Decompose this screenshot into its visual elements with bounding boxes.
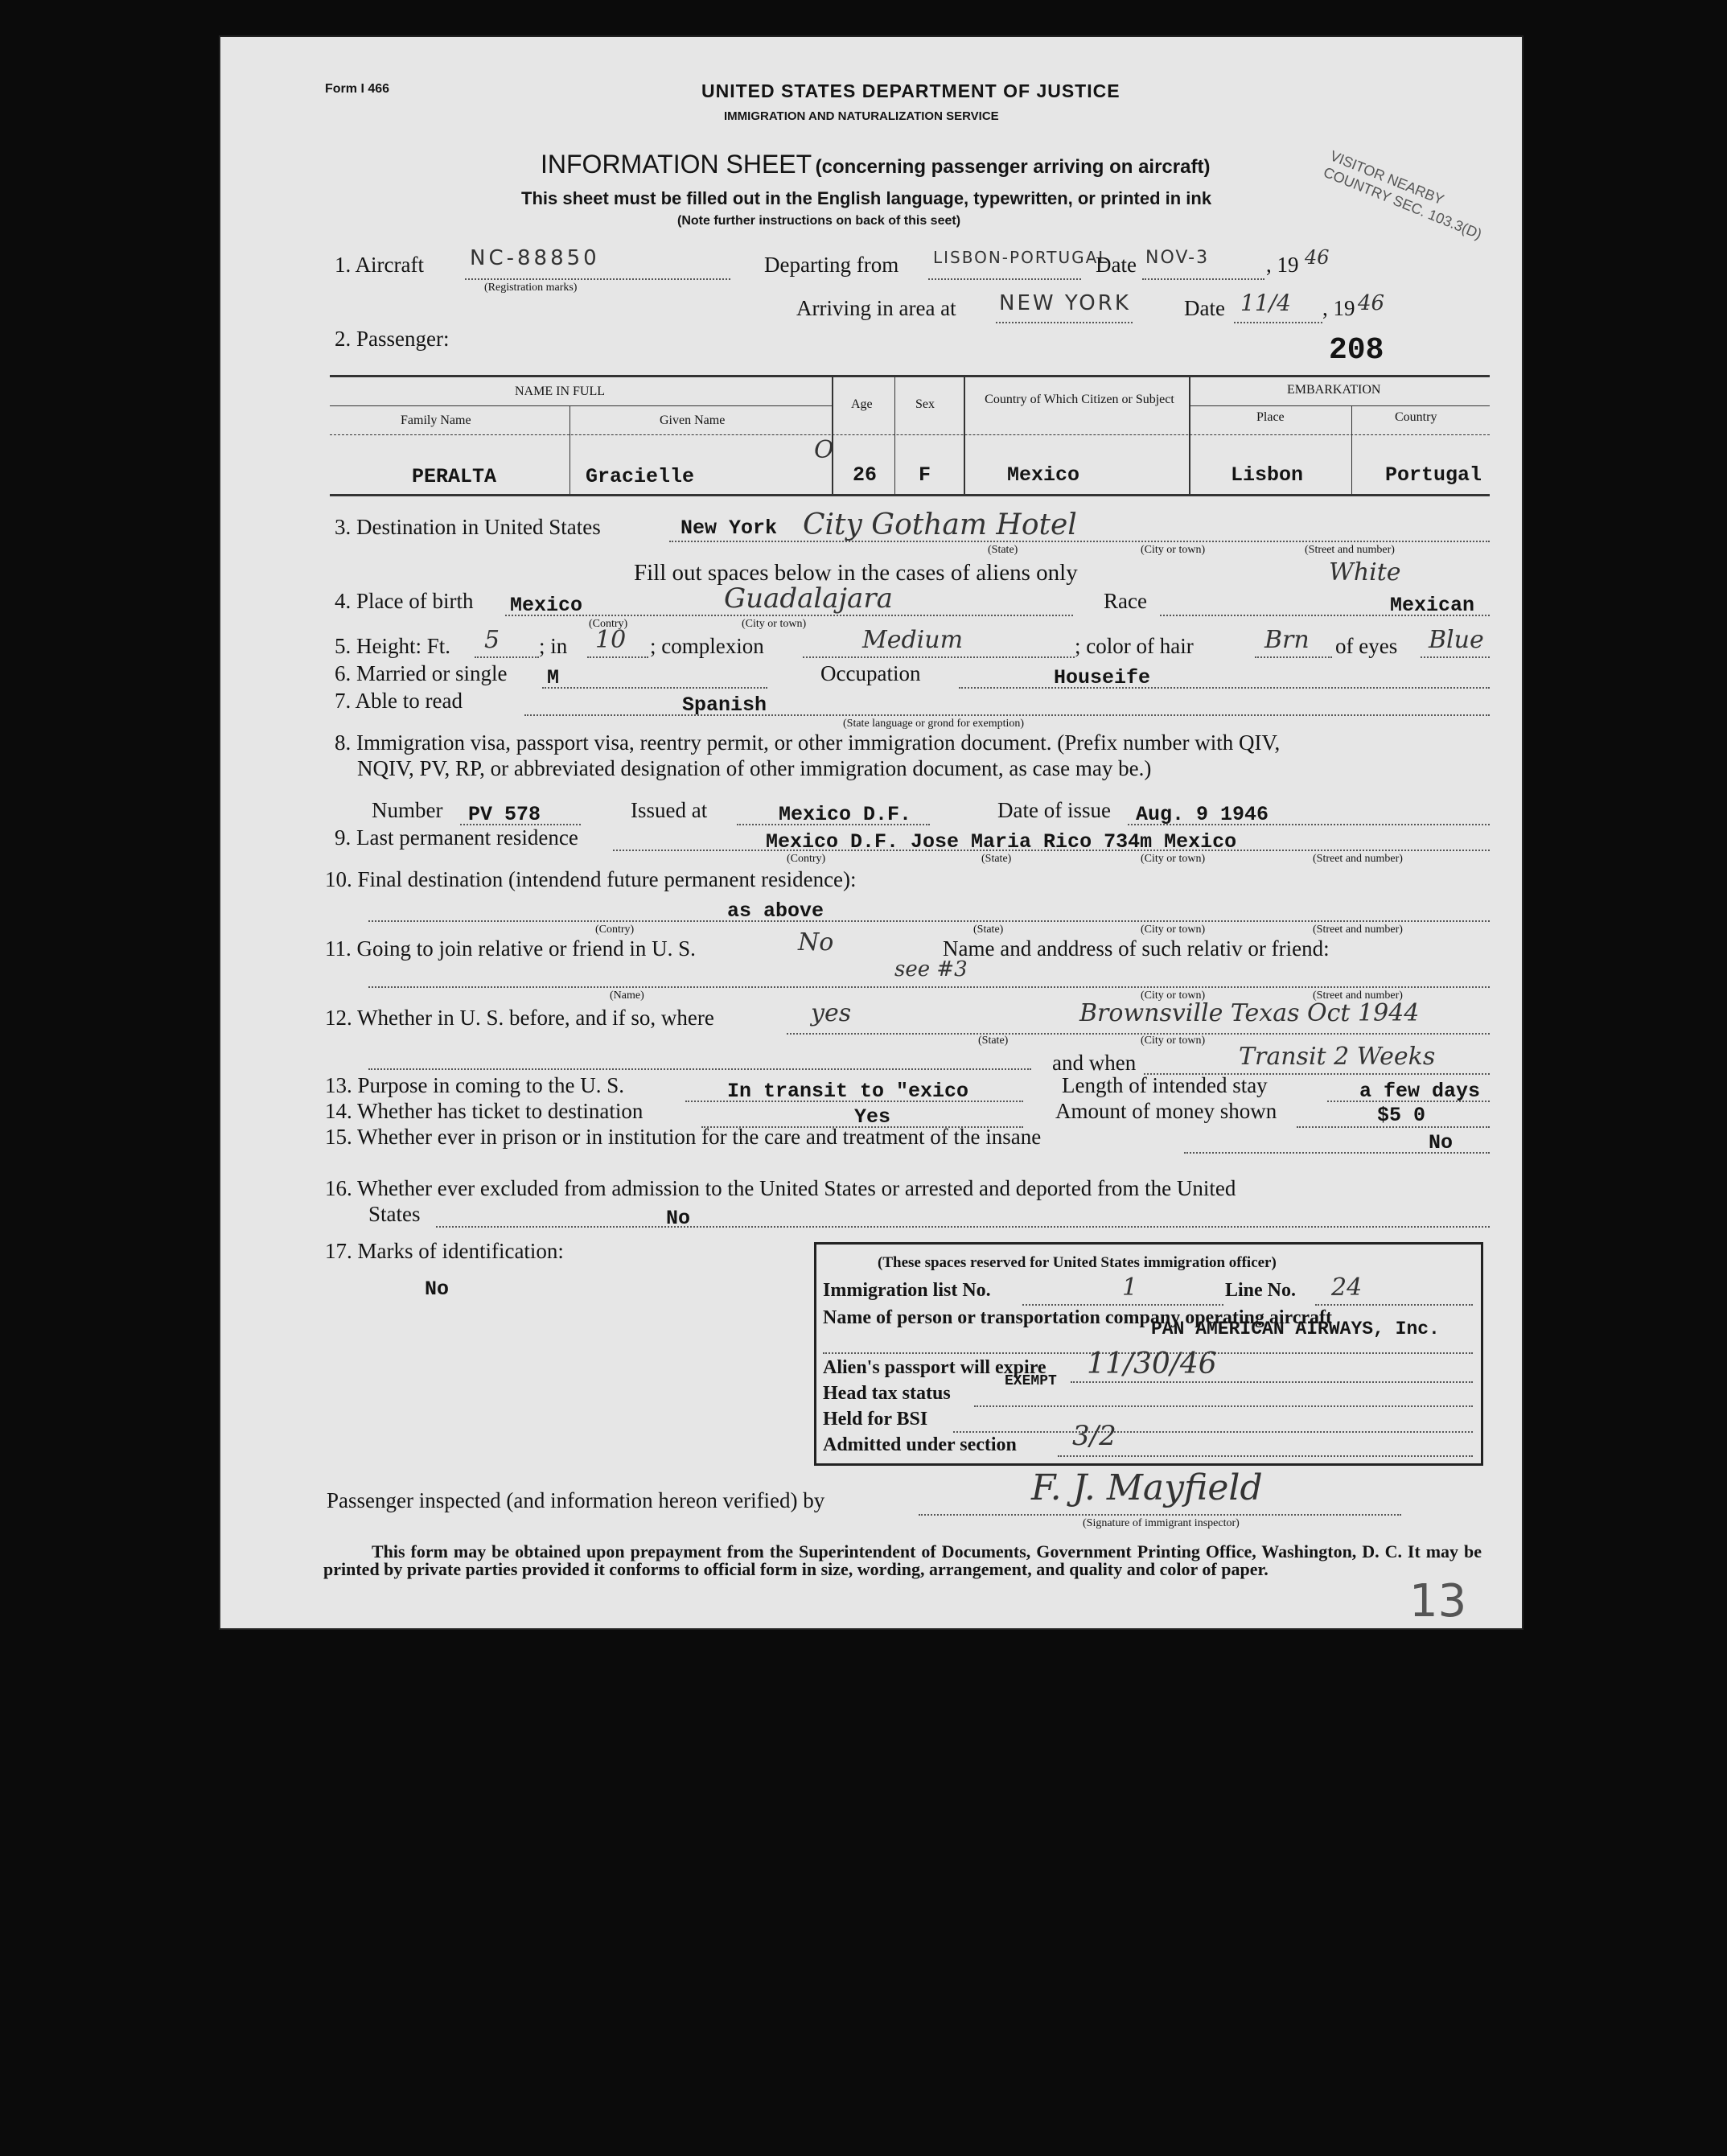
visa-text-2: NQIV, PV, RP, or abbreviated designation of other immigration document, as case may be.) — [357, 756, 1152, 780]
race-typed: Mexican — [1390, 594, 1475, 617]
visa-issued-at: Mexico D.F. — [779, 803, 912, 826]
prison-value: No — [1429, 1131, 1454, 1154]
height-in-label: ; in — [539, 634, 568, 658]
th-age: Age — [851, 397, 873, 411]
destination-label: 3. Destination in United States — [335, 515, 601, 539]
residence-sub-country: (Contry) — [787, 853, 826, 865]
th-name-in-full: NAME IN FULL — [515, 385, 605, 398]
occupation-label: Occupation — [820, 661, 921, 685]
marks-value: No — [425, 1278, 450, 1301]
before-hand: yes — [811, 999, 852, 1027]
final-destination-label: 10. Final destination (intendend future permanent residence): — [325, 867, 857, 891]
inspector-signature: F. J. Mayfield — [1031, 1467, 1263, 1508]
residence-value: Mexico D.F. Jose Maria Rico 734m Mexico — [766, 830, 1237, 854]
visa-date-label: Date of issue — [997, 798, 1111, 822]
stay-value: a few days — [1359, 1080, 1481, 1103]
visa-number: PV 578 — [468, 803, 541, 826]
height-label: 5. Height: Ft. — [335, 634, 451, 658]
residence-sub-state: (State) — [981, 853, 1012, 865]
page-number: 13 — [1409, 1575, 1467, 1627]
arriving-label: Arriving in area at — [796, 296, 956, 320]
arriving-date: 11/4 — [1240, 290, 1291, 316]
instructions: This sheet must be filled out in the English language, typewritten, or printed in ink — [521, 188, 1212, 208]
tax-value: EXEMPT — [1005, 1373, 1057, 1389]
cell-embark-country: Portugal — [1385, 463, 1482, 487]
ticket-value: Yes — [854, 1105, 891, 1129]
before-sub-city: (City or town) — [1141, 1035, 1206, 1047]
join-hand: No — [798, 928, 834, 957]
visa-number-label: Number — [372, 798, 443, 822]
when-label: and when — [1052, 1051, 1137, 1075]
section-value: 3/2 — [1072, 1420, 1116, 1452]
race-label: Race — [1104, 589, 1147, 613]
inspected-label: Passenger inspected (and information hereon verified) by — [327, 1488, 825, 1512]
before-where: Brownsville Texas Oct 1944 — [1079, 999, 1420, 1027]
eyes-value: Blue — [1429, 626, 1484, 654]
when-hand: Transit 2 Weeks — [1239, 1043, 1436, 1071]
visitor-stamp: VISITOR NEARBY COUNTRY SEC. 103.3(D) — [1321, 147, 1485, 243]
complexion-value: Medium — [862, 626, 964, 654]
final-destination-value: as above — [727, 899, 824, 923]
aircraft-label: 1. Aircraft — [335, 253, 424, 277]
th-given-name: Given Name — [660, 414, 726, 427]
destination-typed: New York — [681, 516, 778, 540]
visa-issued-label: Issued at — [631, 798, 708, 822]
join-sub-name: (Name) — [610, 990, 644, 1002]
arriving-year: 46 — [1358, 291, 1385, 315]
marks-label: 17. Marks of identification: — [325, 1239, 564, 1263]
form-number: Form I 466 — [325, 82, 390, 96]
bsi-label: Held for BSI — [823, 1409, 928, 1430]
join-hand-2: see #3 — [894, 957, 968, 981]
th-embark-place: Place — [1256, 410, 1285, 424]
read-value: Spanish — [682, 693, 767, 717]
eyes-label: of eyes — [1335, 634, 1398, 658]
destination-sub-city: (City or town) — [1141, 544, 1206, 556]
race-hand: White — [1329, 558, 1401, 586]
excluded-label: 16. Whether ever excluded from admission to the United States or arrested and deported from the United — [325, 1176, 1236, 1200]
ticket-label: 14. Whether has ticket to destination — [325, 1099, 644, 1123]
cell-citizen: Mexico — [1007, 463, 1080, 487]
tax-label: Head tax status — [823, 1383, 951, 1404]
title-block — [541, 150, 1210, 179]
company-value: PAN AMERICAN AIRWAYS, Inc. — [1151, 1319, 1440, 1339]
birth-country: Mexico — [510, 594, 583, 617]
excluded-label-2: States — [368, 1202, 421, 1226]
th-sex: Sex — [915, 397, 935, 411]
form-sheet — [219, 35, 1523, 1630]
arriving-value: NEW YORK — [999, 291, 1131, 315]
visa-date: Aug. 9 1946 — [1136, 803, 1269, 826]
married-value: M — [547, 666, 560, 689]
destination-sub-street: (Street and number) — [1305, 544, 1395, 556]
height-in: 10 — [595, 626, 627, 654]
inspector-sub: (Signature of immigrant inspector) — [1083, 1517, 1240, 1529]
before-sub-state: (State) — [978, 1035, 1009, 1047]
departing-value: LISBON-PORTUGAL — [933, 248, 1109, 267]
line-value: 24 — [1331, 1273, 1363, 1302]
expire-label: Alien's passport will expire — [823, 1357, 1046, 1378]
expire-value: 11/30/46 — [1087, 1348, 1217, 1380]
birth-city: Guadalajara — [724, 582, 893, 615]
complexion-label: ; complexion — [650, 634, 764, 658]
occupation-value: Houseife — [1054, 666, 1151, 689]
destination-hand: City Gotham Hotel — [803, 508, 1077, 541]
arriving-date-label: Date — [1184, 296, 1225, 320]
purpose-value: In transit to "exico — [727, 1080, 969, 1103]
title-subtitle: (concerning passenger arriving on aircraft) — [815, 156, 1211, 178]
join-label: 11. Going to join relative or friend in U. S. — [325, 936, 696, 961]
cell-age: 26 — [853, 463, 878, 487]
read-label: 7. Able to read — [335, 689, 463, 713]
visa-text-1: 8. Immigration visa, passport visa, reentry permit, or other immigration document. (Prefix number with QIV, — [335, 730, 1281, 755]
residence-sub-city: (City or town) — [1141, 853, 1206, 865]
aircraft-value: NC-88850 — [470, 246, 600, 270]
destination-sub-state: (State) — [988, 544, 1018, 556]
line-label: Line No. — [1225, 1280, 1297, 1301]
residence-sub-street: (Street and number) — [1313, 853, 1403, 865]
final-sub-state: (State) — [973, 924, 1004, 936]
money-label: Amount of money shown — [1055, 1099, 1277, 1123]
passenger-number: 208 — [1329, 333, 1384, 368]
read-sub: (State language or grond for exemption) — [843, 718, 1025, 730]
final-sub-city: (City or town) — [1141, 924, 1206, 936]
cell-sex: F — [919, 463, 931, 487]
departing-label: Departing from — [764, 253, 899, 277]
th-family-name: Family Name — [401, 414, 471, 427]
officer-box — [814, 1242, 1483, 1466]
birth-sub-city: (City or town) — [742, 618, 807, 630]
birth-label: 4. Place of birth — [335, 589, 474, 613]
departing-year: 46 — [1305, 246, 1330, 269]
passenger-label: 2. Passenger: — [335, 327, 450, 351]
hair-label: ; color of hair — [1075, 634, 1194, 658]
aircraft-sub: (Registration marks) — [484, 282, 578, 294]
join-sub-city: (City or town) — [1141, 990, 1206, 1002]
departing-date-label: Date — [1096, 253, 1137, 277]
list-value: 1 — [1122, 1273, 1138, 1302]
cell-given-name: Gracielle — [586, 465, 695, 488]
join-sub-street: (Street and number) — [1313, 990, 1403, 1002]
cell-family-name: PERALTA — [412, 465, 497, 488]
agency-name: UNITED STATES DEPARTMENT OF JUSTICE — [701, 80, 1120, 101]
prison-label: 15. Whether ever in prison or in institution for the care and treatment of the insane — [325, 1125, 1042, 1149]
height-ft: 5 — [484, 626, 500, 654]
list-label: Immigration list No. — [823, 1280, 991, 1301]
excluded-value: No — [666, 1207, 691, 1230]
section-label: Admitted under section — [823, 1434, 1017, 1455]
th-embark-country: Country — [1395, 410, 1437, 424]
arriving-year-prefix: , 19 — [1322, 296, 1355, 320]
before-label: 12. Whether in U. S. before, and if so, where — [325, 1006, 714, 1030]
cell-given-hand: O — [814, 436, 834, 464]
birth-sub-country: (Contry) — [589, 618, 628, 630]
departing-date: NOV-3 — [1145, 248, 1210, 268]
married-label: 6. Married or single — [335, 661, 508, 685]
purpose-label: 13. Purpose in coming to the U. S. — [325, 1073, 624, 1097]
th-embarkation: EMBARKATION — [1287, 383, 1381, 397]
th-citizen-country: Country of Which Citizen or Subject — [985, 393, 1174, 406]
cell-embark-place: Lisbon — [1231, 463, 1304, 487]
money-value: $5 0 — [1377, 1104, 1426, 1127]
join-rest-label: Name and anddress of such relativ or friend: — [943, 936, 1330, 961]
final-sub-country: (Contry) — [595, 924, 635, 936]
residence-label: 9. Last permanent residence — [335, 825, 578, 850]
hair-value: Brn — [1264, 626, 1310, 654]
footer-note: This form may be obtained upon prepayment from the Superintendent of Documents, Government Printing Office, Washington, D. C. It may be printed by private parties provided it conforms to official form in size, wording, arrangement, and quality and color of paper. — [323, 1541, 1482, 1579]
final-sub-street: (Street and number) — [1313, 924, 1403, 936]
person-label: Name of person or transportation company operating aircraft — [823, 1307, 1333, 1328]
service-name: IMMIGRATION AND NATURALIZATION SERVICE — [724, 109, 999, 123]
page-title: INFORMATION SHEET — [541, 150, 812, 179]
aliens-note: Fill out spaces below in the cases of aliens only — [634, 560, 1078, 586]
officer-header: (These spaces reserved for United States immigration officer) — [878, 1254, 1277, 1271]
instructions-note: (Note further instructions on back of this seet) — [677, 214, 961, 228]
stay-label: Length of intended stay — [1062, 1073, 1268, 1097]
departing-year-prefix: , 19 — [1266, 253, 1299, 277]
